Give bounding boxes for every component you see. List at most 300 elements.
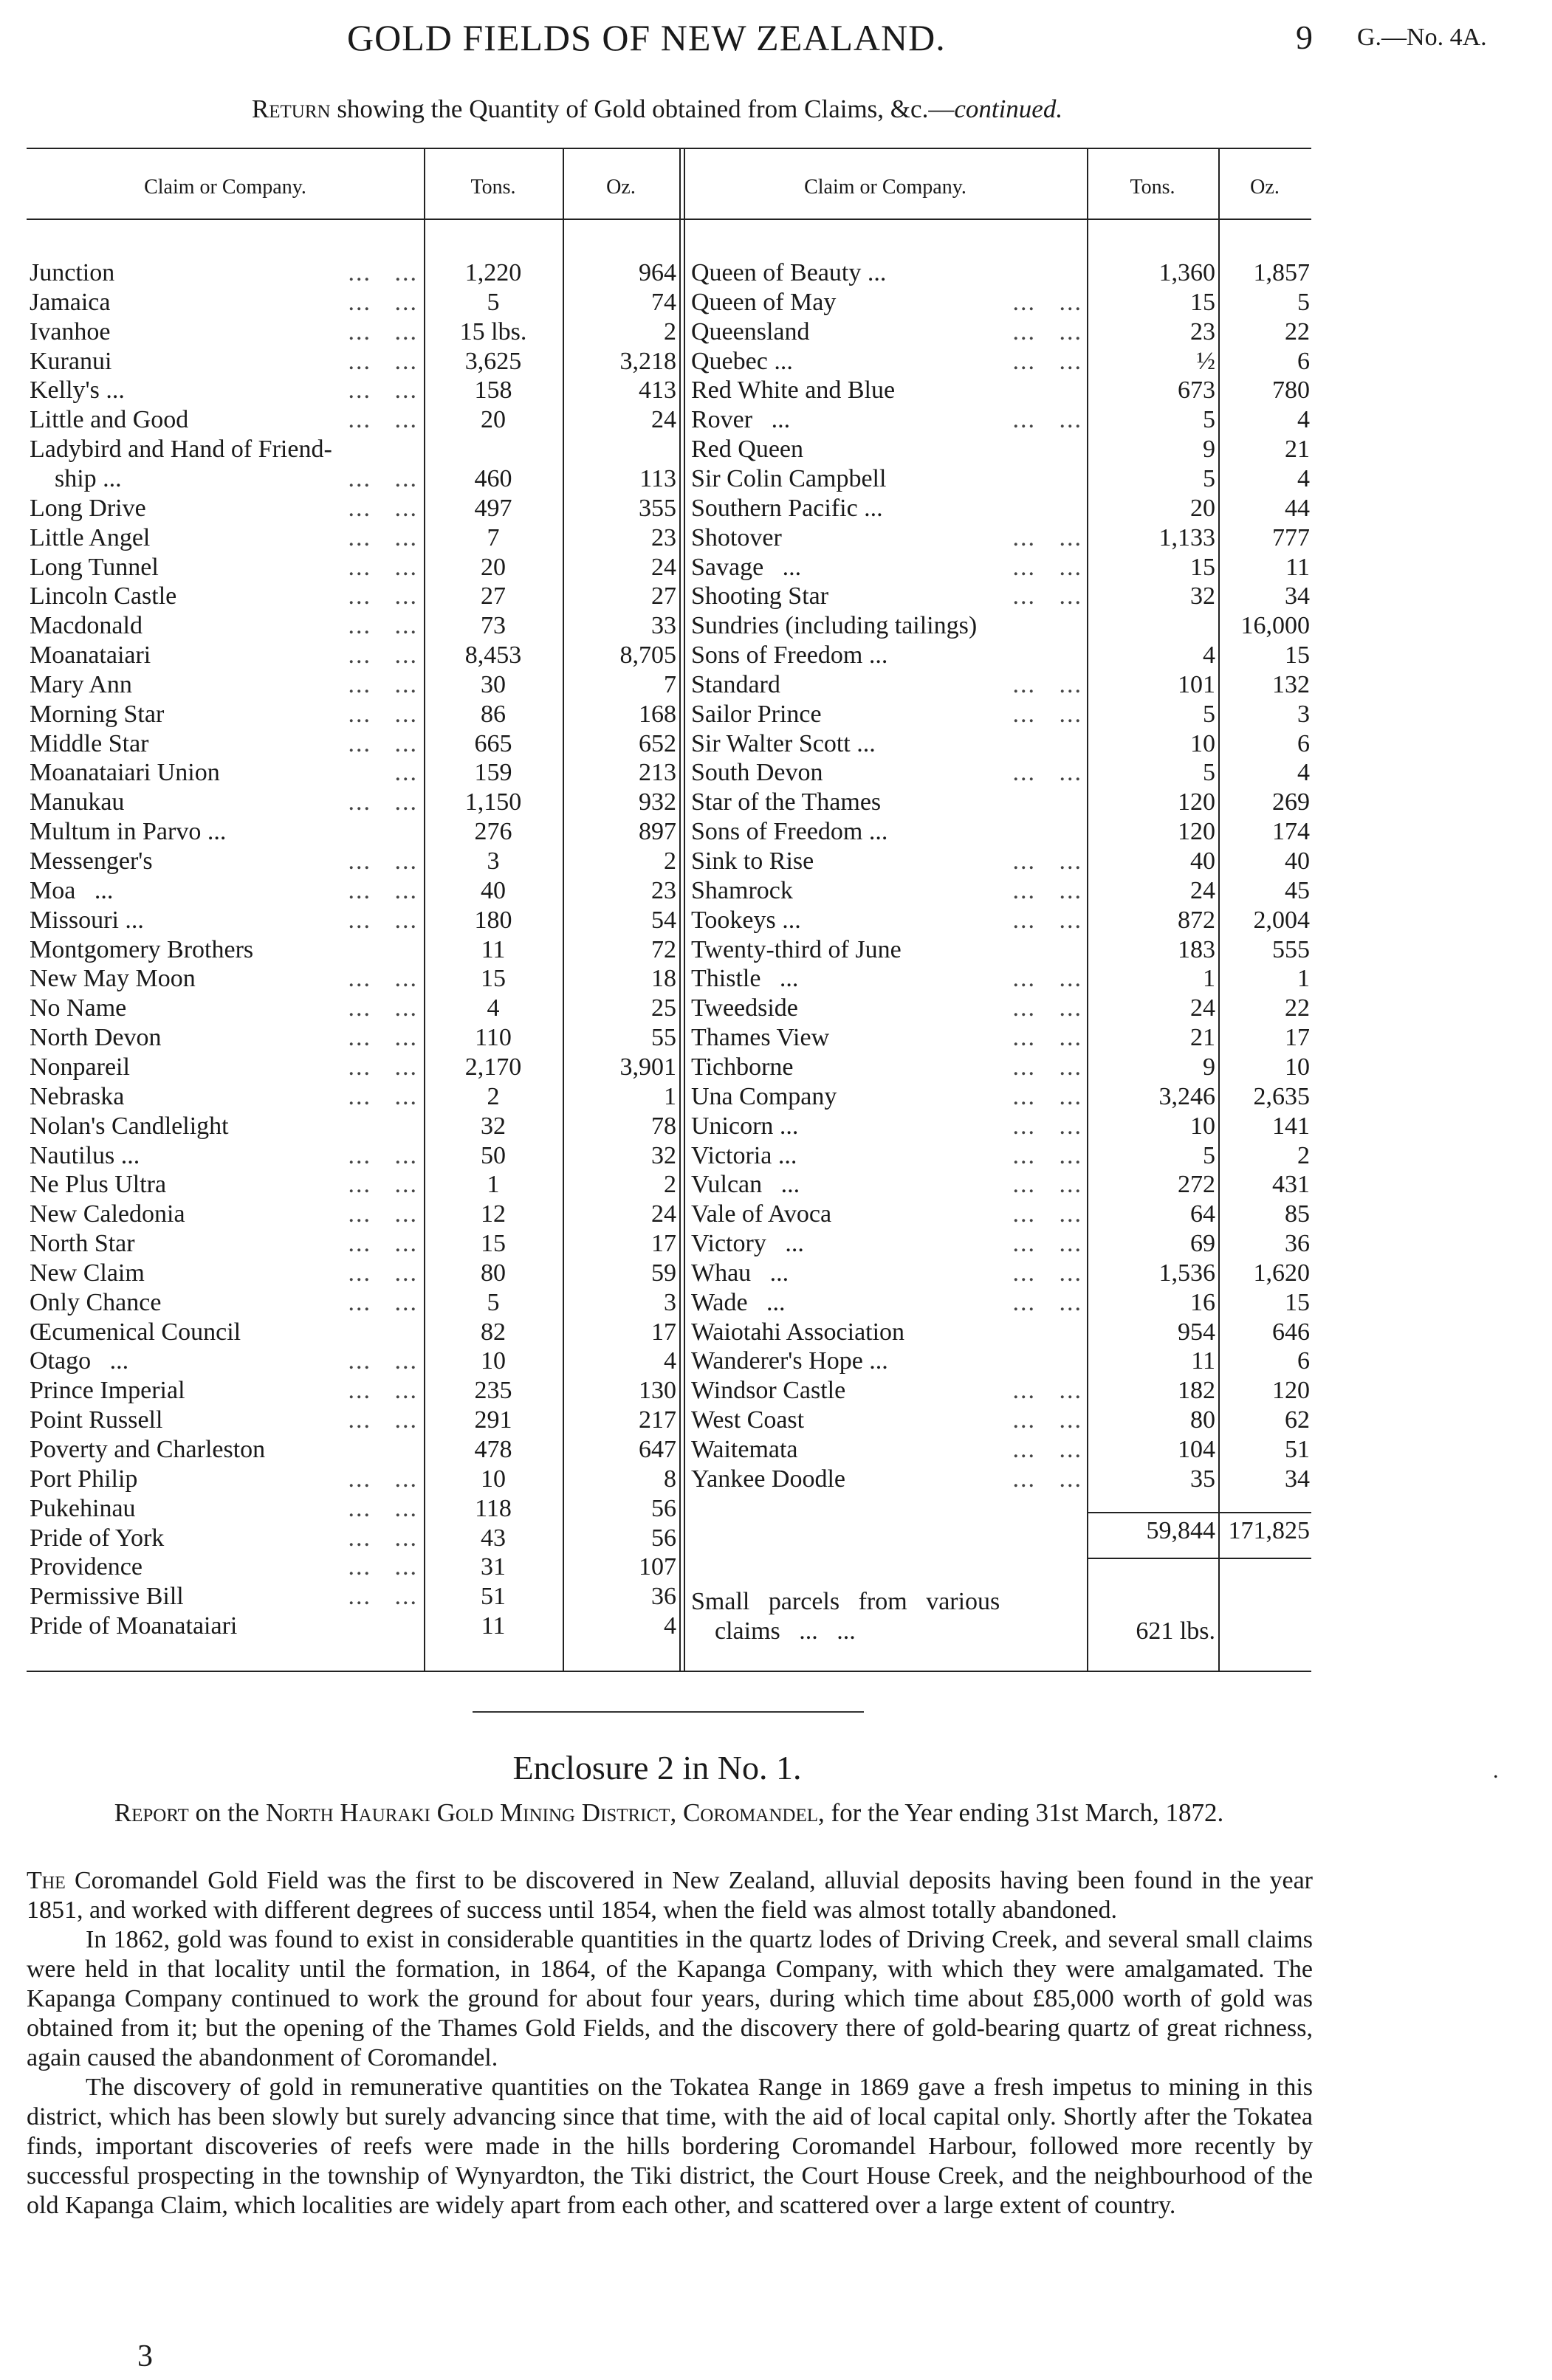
return-caption-text: showing the Quantity of Gold obtained from Claims, &c.—	[330, 94, 955, 123]
right-claim-oz: 17	[1285, 1024, 1310, 1052]
right-claim-tons: 120	[1178, 788, 1215, 816]
return-caption-lead: Return	[251, 94, 331, 123]
right-claim-name: Queen of Beauty ...	[691, 259, 887, 286]
left-claim-oz: 964	[639, 259, 676, 286]
right-claim-name: Red Queen	[691, 436, 804, 464]
left-claim-oz: 213	[639, 759, 676, 787]
left-claim-name: New Caledonia	[30, 1200, 185, 1228]
left-claim-oz: 2	[664, 847, 676, 875]
right-claim-oz: 777	[1272, 523, 1310, 551]
paper-reference: G.—No. 4A.	[1357, 24, 1487, 51]
left-claim-name: Long Drive	[30, 494, 146, 522]
paragraph-3: The discovery of gold in remunerative quantities on the Tokatea Range in 1869 gave a fresh impetus to mining in this district, which has been slowly but surely advancing since that time, with the aid of local capital only. Shortly after the Tokatea finds, important discoveries of reefs were made in the hills bordering Coromandel Harbour, followed more recently by successful prospecting in the township of Wynyardton, the Tiki district, the Court House Creek, and the neighbourhood of the old Kapanga Claim, which localities are widely apart from each other, and scattered over a large extent of country.	[27, 2074, 1313, 2219]
left-claim-tons: 12	[481, 1200, 506, 1228]
left-claim-name: Messenger's	[30, 847, 153, 875]
left-leader-dots: ... ...	[348, 1494, 418, 1522]
right-claim-tons: 272	[1178, 1171, 1215, 1199]
left-claim-tons: 497	[474, 494, 512, 522]
left-leader-dots: ... ...	[348, 642, 418, 670]
right-claim-tons: 1,536	[1158, 1259, 1215, 1287]
left-claim-oz: 107	[639, 1553, 676, 1581]
left-claim-tons: 11	[481, 1612, 506, 1640]
right-claim-tons: 11	[1191, 1347, 1215, 1375]
left-claim-name: Lincoln Castle	[30, 582, 177, 611]
left-claim-oz: 59	[651, 1259, 676, 1287]
left-claim-tons: 3,625	[464, 347, 522, 375]
totals-under-rule	[1087, 1558, 1311, 1559]
small-parcels-label-cont: claims ... ...	[715, 1617, 856, 1645]
right-claim-name: Sailor Prince	[691, 700, 822, 728]
right-claim-tons: 15	[1190, 288, 1215, 316]
left-claim-oz: 897	[639, 818, 676, 846]
left-claim-tons: 2,170	[464, 1053, 522, 1081]
section-divider	[473, 1711, 864, 1713]
table-row	[27, 611, 1311, 641]
left-claim-tons: 15 lbs.	[459, 317, 527, 345]
right-leader-dots: ... ...	[1012, 1112, 1082, 1140]
right-claim-oz: 45	[1285, 876, 1310, 904]
table-row	[27, 1053, 1311, 1082]
left-claim-tons: 11	[481, 935, 506, 963]
left-claim-name: Providence	[30, 1553, 143, 1581]
right-leader-dots: ... ...	[1012, 1465, 1082, 1493]
left-claim-name: Middle Star	[30, 729, 149, 757]
header-claim-left: Claim or Company.	[144, 176, 306, 199]
right-claim-oz: 6	[1297, 347, 1310, 375]
small-parcels-row-cont	[27, 1617, 1311, 1646]
left-claim-oz: 72	[651, 935, 676, 963]
left-claim-tons: 86	[481, 700, 506, 728]
left-claim-name: North Devon	[30, 1024, 162, 1052]
right-claim-oz: 1,857	[1253, 259, 1310, 286]
left-claim-tons: 159	[474, 759, 512, 787]
table-row	[27, 670, 1311, 700]
left-claim-name: Otago ...	[30, 1347, 129, 1375]
left-claim-oz: 78	[651, 1112, 676, 1140]
table-row	[27, 817, 1311, 847]
left-claim-name: Permissive Bill	[30, 1583, 184, 1611]
left-claim-tons: 10	[481, 1465, 506, 1493]
right-claim-name: Rover ...	[691, 406, 791, 434]
left-claim-oz: 17	[651, 1230, 676, 1258]
left-claim-oz: 24	[651, 406, 676, 434]
left-claim-oz: 24	[651, 553, 676, 581]
report-body	[27, 1866, 1313, 2221]
left-claim-name: Manukau	[30, 788, 125, 816]
left-claim-tons: 1,220	[464, 259, 522, 286]
right-claim-oz: 431	[1272, 1171, 1310, 1199]
left-leader-dots: ... ...	[348, 1524, 418, 1552]
left-claim-oz: 168	[639, 700, 676, 728]
right-claim-tons: 9	[1203, 1053, 1215, 1081]
right-claim-oz: 34	[1285, 582, 1310, 611]
right-claim-tons: 15	[1190, 553, 1215, 581]
left-claim-oz: 3,218	[619, 347, 676, 375]
small-parcels-row	[27, 1587, 1311, 1617]
right-claim-name: Wanderer's Hope ...	[691, 1347, 888, 1375]
left-leader-dots: ... ...	[348, 1171, 418, 1199]
right-leader-dots: ... ...	[1012, 1053, 1082, 1081]
left-claim-tons: 4	[487, 994, 500, 1022]
right-leader-dots: ... ...	[1012, 759, 1082, 787]
left-claim-oz: 4	[664, 1612, 676, 1640]
table-row	[27, 1435, 1311, 1465]
right-claim-tons: 5	[1203, 406, 1215, 434]
left-claim-name: Little Angel	[30, 523, 151, 551]
table-row	[27, 906, 1311, 935]
table-row	[27, 1288, 1311, 1318]
left-claim-name: Missouri ...	[30, 906, 144, 934]
right-claim-tons: 10	[1190, 1112, 1215, 1140]
right-claim-name: Yankee Doodle	[691, 1465, 846, 1493]
return-caption	[0, 94, 1314, 124]
left-leader-dots: ...	[394, 759, 418, 787]
left-claim-tons: 43	[481, 1524, 506, 1552]
left-claim-oz: 32	[651, 1141, 676, 1169]
right-claim-oz: 2	[1297, 1141, 1310, 1169]
left-claim-tons: 10	[481, 1347, 506, 1375]
table-row	[27, 553, 1311, 582]
right-leader-dots: ... ...	[1012, 1377, 1082, 1405]
table-row	[27, 758, 1311, 788]
right-leader-dots: ... ...	[1012, 553, 1082, 581]
totals-rule	[1087, 1512, 1311, 1513]
right-claim-name: South Devon	[691, 759, 823, 787]
right-claim-name: Whau ...	[691, 1259, 789, 1287]
running-title: GOLD FIELDS OF NEW ZEALAND.	[347, 17, 946, 58]
right-claim-oz: 555	[1272, 935, 1310, 963]
table-row	[27, 1200, 1311, 1229]
left-leader-dots: ... ...	[348, 1141, 418, 1169]
right-claim-tons: 101	[1178, 670, 1215, 698]
left-claim-name: Little and Good	[30, 406, 189, 434]
left-claim-name: Mary Ann	[30, 670, 132, 698]
left-claim-tons: 291	[474, 1406, 512, 1434]
left-leader-dots: ... ...	[348, 700, 418, 728]
left-claim-name: Long Tunnel	[30, 553, 159, 581]
left-claim-oz: 4	[664, 1347, 676, 1375]
right-claim-name: Sundries (including tailings)	[691, 612, 978, 640]
right-claim-oz: 3	[1297, 700, 1310, 728]
right-claim-name: Quebec ...	[691, 347, 793, 375]
left-leader-dots: ... ...	[348, 1288, 418, 1316]
table-row	[27, 347, 1311, 376]
right-claim-name: West Coast	[691, 1406, 805, 1434]
right-claim-oz: 1,620	[1253, 1259, 1310, 1287]
left-claim-oz: 8,705	[619, 642, 676, 670]
table-top-rule	[27, 148, 1311, 149]
table-row	[27, 935, 1311, 965]
right-claim-tons: 20	[1190, 494, 1215, 522]
small-parcels-label: Small parcels from various	[691, 1588, 1000, 1615]
left-claim-tons: 32	[481, 1112, 506, 1140]
right-claim-oz: 2,004	[1253, 906, 1310, 934]
left-leader-dots: ... ...	[348, 1230, 418, 1258]
right-leader-dots: ... ...	[1012, 582, 1082, 611]
right-leader-dots: ... ...	[1012, 406, 1082, 434]
enclosure-title: Enclosure 2 in No. 1.	[512, 1749, 802, 1786]
left-leader-dots: ... ...	[348, 1406, 418, 1434]
paragraph-1-lead: The	[27, 1867, 66, 1894]
right-claim-name: Sink to Rise	[691, 847, 814, 875]
right-claim-name: Queen of May	[691, 288, 837, 316]
left-leader-dots: ... ...	[348, 1082, 418, 1110]
left-claim-oz: 130	[639, 1377, 676, 1405]
right-claim-name: Sir Walter Scott ...	[691, 729, 876, 757]
right-leader-dots: ... ...	[1012, 1406, 1082, 1434]
left-leader-dots: ... ...	[348, 1259, 418, 1287]
right-claim-oz: 1	[1297, 965, 1310, 993]
header-claim-right: Claim or Company.	[804, 176, 966, 199]
margin-mark: .	[1493, 1758, 1499, 1783]
left-leader-dots: ... ...	[348, 259, 418, 286]
table-row	[27, 1229, 1311, 1259]
right-claim-oz: 15	[1285, 642, 1310, 670]
left-claim-oz: 217	[639, 1406, 676, 1434]
right-claim-oz: 132	[1272, 670, 1310, 698]
left-claim-name: Œcumenical Council	[30, 1318, 241, 1346]
left-leader-dots: ... ...	[348, 582, 418, 611]
report-title-rest: for the Year ending 31st March, 1872.	[824, 1798, 1224, 1827]
left-claim-oz: 18	[651, 965, 676, 993]
table-row	[27, 1112, 1311, 1141]
right-leader-dots: ... ...	[1012, 1024, 1082, 1052]
left-claim-name: Morning Star	[30, 700, 165, 728]
right-leader-dots: ... ...	[1012, 288, 1082, 316]
table-row	[27, 464, 1311, 494]
left-claim-name: Port Philip	[30, 1465, 138, 1493]
right-claim-tons: 35	[1190, 1465, 1215, 1493]
left-leader-dots: ... ...	[348, 612, 418, 640]
table-row	[27, 788, 1311, 817]
right-claim-tons: 10	[1190, 729, 1215, 757]
left-claim-tons: 118	[475, 1494, 512, 1522]
right-claim-tons: 9	[1203, 436, 1215, 464]
table-row	[27, 729, 1311, 759]
left-claim-name: Junction	[30, 259, 115, 286]
left-leader-dots: ... ...	[348, 788, 418, 816]
table-row	[27, 1318, 1311, 1347]
left-claim-tons: 460	[474, 464, 512, 492]
left-claim-name: Prince Imperial	[30, 1377, 185, 1405]
right-claim-tons: 24	[1190, 994, 1215, 1022]
left-claim-tons: 1	[487, 1171, 500, 1199]
left-leader-dots: ... ...	[348, 494, 418, 522]
right-claim-oz: 120	[1272, 1377, 1310, 1405]
left-claim-oz: 932	[639, 788, 676, 816]
left-leader-dots: ... ...	[348, 553, 418, 581]
report-title-mid: on the	[188, 1798, 266, 1827]
right-claim-name: Sons of Freedom ...	[691, 818, 888, 846]
table-row	[27, 1406, 1311, 1435]
table-row	[27, 964, 1311, 994]
right-leader-dots: ... ...	[1012, 1436, 1082, 1463]
left-claim-tons: 73	[481, 612, 506, 640]
left-leader-dots: ... ...	[348, 376, 418, 405]
right-claim-name: Una Company	[691, 1082, 837, 1110]
left-claim-name: Nolan's Candlelight	[30, 1112, 229, 1140]
header-oz-right: Oz.	[1250, 176, 1280, 199]
table-row	[27, 1347, 1311, 1376]
left-leader-dots: ... ...	[348, 1347, 418, 1375]
right-leader-dots: ... ...	[1012, 847, 1082, 875]
right-claim-name: Unicorn ...	[691, 1112, 799, 1140]
table-row	[27, 258, 1311, 288]
left-claim-oz: 3	[664, 1288, 676, 1316]
right-claim-name: Windsor Castle	[691, 1377, 846, 1405]
right-leader-dots: ... ...	[1012, 1082, 1082, 1110]
left-claim-tons: 665	[474, 729, 512, 757]
header-oz-left: Oz.	[606, 176, 636, 199]
left-claim-tons: 478	[474, 1436, 512, 1463]
table-row	[27, 523, 1311, 553]
left-claim-tons: 5	[487, 1288, 500, 1316]
left-claim-tons: 276	[474, 818, 512, 846]
right-claim-oz: 4	[1297, 464, 1310, 492]
left-claim-tons: 40	[481, 876, 506, 904]
right-claim-tons: 1,133	[1158, 523, 1215, 551]
right-claim-tons: 1	[1203, 965, 1215, 993]
right-claim-name: Southern Pacific ...	[691, 494, 883, 522]
right-leader-dots: ... ...	[1012, 965, 1082, 993]
left-claim-oz: 647	[639, 1436, 676, 1463]
total-tons: 59,844	[1146, 1517, 1215, 1544]
left-claim-tons: 110	[475, 1024, 512, 1052]
right-leader-dots: ... ...	[1012, 994, 1082, 1022]
right-claim-tons: 32	[1190, 582, 1215, 611]
paragraph-1	[27, 1866, 1313, 1925]
left-claim-name: Kuranui	[30, 347, 112, 375]
right-claim-name: Queensland	[691, 317, 810, 345]
right-claim-tons: 872	[1178, 906, 1215, 934]
left-claim-tons: 80	[481, 1259, 506, 1287]
right-claim-oz: 40	[1285, 847, 1310, 875]
left-claim-tons: 180	[474, 906, 512, 934]
right-leader-dots: ... ...	[1012, 1200, 1082, 1228]
left-claim-tons: 5	[487, 288, 500, 316]
left-claim-tons: 8,453	[464, 642, 522, 670]
left-claim-oz: 355	[639, 494, 676, 522]
left-claim-tons: 15	[481, 1230, 506, 1258]
left-leader-dots: ... ...	[348, 670, 418, 698]
left-claim-oz: 2	[664, 317, 676, 345]
right-claim-oz: 2,635	[1253, 1082, 1310, 1110]
left-leader-dots: ... ...	[348, 523, 418, 551]
left-leader-dots: ... ...	[348, 1024, 418, 1052]
table-row	[27, 405, 1311, 435]
right-claim-name: Tweedside	[691, 994, 798, 1022]
table-row	[27, 641, 1311, 670]
right-claim-name: Tichborne	[691, 1053, 794, 1081]
left-leader-dots: ... ...	[348, 1377, 418, 1405]
right-claim-tons: 64	[1190, 1200, 1215, 1228]
right-claim-name: Victoria ...	[691, 1141, 797, 1169]
right-claim-name: Shotover	[691, 523, 782, 551]
left-claim-oz: 8	[664, 1465, 676, 1493]
table-row	[27, 1141, 1311, 1171]
left-claim-oz: 7	[664, 670, 676, 698]
table-row	[27, 376, 1311, 405]
right-claim-name: Sir Colin Campbell	[691, 464, 887, 492]
table-row	[27, 1023, 1311, 1053]
right-leader-dots: ... ...	[1012, 876, 1082, 904]
paragraph-1-text: Coromandel Gold Field was the first to be discovered in New Zealand, alluvial deposits having been found in the year 1851, and worked with different degrees of success until 1854, when the field was almost totally abandoned.	[27, 1867, 1313, 1924]
left-leader-dots: ... ...	[348, 1553, 418, 1581]
right-claim-name: Star of the Thames	[691, 788, 882, 816]
left-claim-name: Nebraska	[30, 1082, 125, 1110]
left-claim-oz: 55	[651, 1024, 676, 1052]
left-leader-dots: ... ...	[348, 317, 418, 345]
page-number: 9	[1296, 18, 1313, 56]
table-row	[27, 1082, 1311, 1112]
left-leader-dots: ... ...	[348, 994, 418, 1022]
right-claim-oz: 5	[1297, 288, 1310, 316]
right-claim-name: Sons of Freedom ...	[691, 642, 888, 670]
table-row	[27, 435, 1311, 464]
totals-row	[27, 1516, 1311, 1546]
right-claim-oz: 141	[1272, 1112, 1310, 1140]
left-claim-name: Montgomery Brothers	[30, 935, 254, 963]
table-header-rule	[27, 219, 1311, 220]
left-claim-oz: 17	[651, 1318, 676, 1346]
right-claim-oz: 22	[1285, 994, 1310, 1022]
left-claim-tons: 7	[487, 523, 500, 551]
right-claim-oz: 646	[1272, 1318, 1310, 1346]
left-claim-name: Only Chance	[30, 1288, 162, 1316]
right-claim-name: Wade ...	[691, 1288, 786, 1316]
left-claim-tons: 31	[481, 1553, 506, 1581]
left-leader-dots: ... ...	[348, 406, 418, 434]
left-leader-dots: ... ...	[348, 1583, 418, 1611]
right-leader-dots: ... ...	[1012, 1141, 1082, 1169]
right-leader-dots: ... ...	[1012, 1288, 1082, 1316]
left-claim-oz: 23	[651, 523, 676, 551]
right-claim-tons: 16	[1190, 1288, 1215, 1316]
left-claim-name: Pride of Moanataiari	[30, 1612, 238, 1640]
paragraph-2: In 1862, gold was found to exist in considerable quantities in the quartz lodes of Driving Creek, and several small claims were held in that locality until the formation, in 1864, of the Kapanga Company, with which they were amalgamated. The Kapanga Company continued to work the ground for about four years, during which time about £85,000 worth of gold was obtained from it; but the opening of the Thames Gold Fields, and the discovery there of gold-bearing quartz of great richness, again caused the abandonment of Coromandel.	[27, 1926, 1313, 2071]
right-leader-dots: ... ...	[1012, 1230, 1082, 1258]
right-claim-oz: 21	[1285, 436, 1310, 464]
right-claim-oz: 62	[1285, 1406, 1310, 1434]
left-claim-name: Jamaica	[30, 288, 111, 316]
right-claim-name: Thistle ...	[691, 965, 799, 993]
left-claim-tons: 158	[474, 376, 512, 405]
left-leader-dots: ... ...	[348, 347, 418, 375]
right-claim-oz: 15	[1285, 1288, 1310, 1316]
left-claim-oz: 36	[651, 1583, 676, 1611]
left-claim-oz: 56	[651, 1494, 676, 1522]
left-leader-dots: ... ...	[348, 847, 418, 875]
left-leader-dots: ... ...	[348, 1465, 418, 1493]
left-claim-name: Moanataiari Union	[30, 759, 220, 787]
right-claim-name: Twenty-third of June	[691, 935, 902, 963]
left-claim-name: Pukehinau	[30, 1494, 136, 1522]
right-claim-oz: 34	[1285, 1465, 1310, 1493]
table-row	[27, 1376, 1311, 1406]
left-claim-tons: 50	[481, 1141, 506, 1169]
left-claim-oz: 113	[639, 464, 676, 492]
right-claim-name: Standard	[691, 670, 780, 698]
left-leader-dots: ... ...	[348, 965, 418, 993]
right-claim-tons: 183	[1178, 935, 1215, 963]
left-claim-name: Poverty and Charleston	[30, 1436, 266, 1463]
right-claim-tons: 182	[1178, 1377, 1215, 1405]
table-row	[27, 994, 1311, 1023]
right-claim-tons: 69	[1190, 1230, 1215, 1258]
right-claim-tons: ½	[1196, 347, 1215, 375]
right-leader-dots: ... ...	[1012, 700, 1082, 728]
right-claim-tons: 23	[1190, 317, 1215, 345]
